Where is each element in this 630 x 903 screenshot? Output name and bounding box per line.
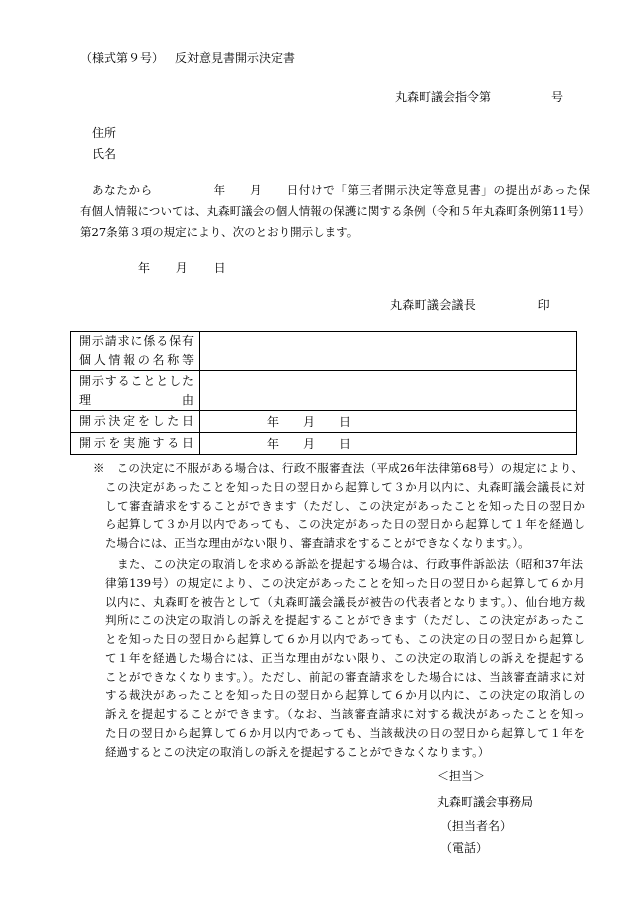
document-title: 反対意見書開示決定書 [175,51,296,65]
disclosure-table [70,331,577,455]
issue-date: 年 月 日 [138,261,227,275]
note-line: ことができなくなります。）。ただし、前記の審査請求をした場合には、当該審査請求に対 [105,669,585,684]
label-cell [71,371,200,411]
note-line: して審査請求をすることができます（ただし、この決定があったことを知った日の翌日か [105,498,585,513]
table-row [71,371,577,411]
note-line: この決定があったことを知った日の翌日から起算して３か月以内に、丸森町議会議長に対 [105,479,585,494]
note-line: また、この決定の取消しを求める訴訟を提起する場合は、行政事件訴訟法（昭和37年法 [117,557,583,571]
label-line: 開示請求に係る保有 [79,334,194,348]
label-line: 理由 [79,392,194,407]
value-cell: 年 月 日 [200,433,577,455]
value-cell: 年 月 日 [200,411,577,433]
note-line: た場合には、正当な理由がない限り、審査請求をすることができなくなります。）。 [105,536,530,550]
contact-person: （担当者名） [440,819,513,833]
label-cell [71,433,200,455]
name-label: 氏名 [92,147,117,161]
label-cell [71,332,200,371]
note-line: 訴えを提起することができます。（なお、当該審査請求に対する裁決があったことを知っ [105,707,585,721]
contact-office: 丸森町議会事務局 [437,795,534,809]
note-line: た日の翌日から起算して６か月以内であっても、当該裁決の日の翌日から起算して１年を [105,725,585,740]
note-lawsuit [93,555,585,761]
note-appeal [93,459,585,553]
note-line: て１年を経過した場合には、正当な理由がない限り、この決定の取消しの訴えを提起する [105,650,585,665]
issuer-signature: 丸森町議会議長 印 [390,298,550,312]
value-cell [200,332,577,371]
note-line: する裁決があったことを知った日の翌日から起算して６か月以内に、この決定の取消しの [105,688,585,703]
contact-phone: （電話） [440,841,489,855]
note-line: 経過するとこの決定の取消しの訴えを提起することができなくなります。） [105,744,490,759]
note-line: 律第139号）の規定により、この決定があったことを知った日の翌日から起算して６か月 [105,575,585,590]
table-row [71,332,577,371]
label-cell [71,411,200,433]
body-line: あなたから 年 月 日付けで「第三者開示決定等意見書」の提出があった保 [92,183,590,197]
table-row [71,433,577,455]
note-line: とを知った日の翌日から起算して６か月以内であっても、この決定の日の翌日から起算し [105,632,585,646]
label-line: 個人情報の名称等 [79,353,194,367]
body-paragraph [80,180,590,243]
note-line: 以内に、丸森町を被告として（丸森町議会議長が被告の代表者となります。）、仙台地方裁 [105,594,585,609]
label-line: 開示することとした [79,373,194,388]
address-label: 住所 [92,126,117,140]
note-line: ※ この決定に不服がある場合は、行政不服審査法（平成26年法律第68号）の規定により、 [93,461,583,475]
contact-heading: ＜担当＞ [437,769,486,783]
body-line: 有個人情報については、丸森町議会の個人情報の保護に関する条例（令和５年丸森町条例第11号） [80,204,590,218]
table-row [71,411,577,433]
form-number: （様式第９号） [80,51,165,65]
value-cell [200,371,577,411]
label-line: 開示を実施する日 [79,436,194,450]
reference-number: 丸森町議会指令第 号 [395,90,564,104]
note-line: 判所にこの決定の取消しの訴えを提起することができます（ただし、この決定があったこ [105,613,585,628]
note-line: ら起算して３か月以内であっても、この決定があった日の翌日から起算して１年を経過し [105,517,585,532]
body-line: 第27条第３項の規定により、次のとおり開示します。 [80,225,359,239]
label-line: 開示決定をした日 [79,414,194,428]
